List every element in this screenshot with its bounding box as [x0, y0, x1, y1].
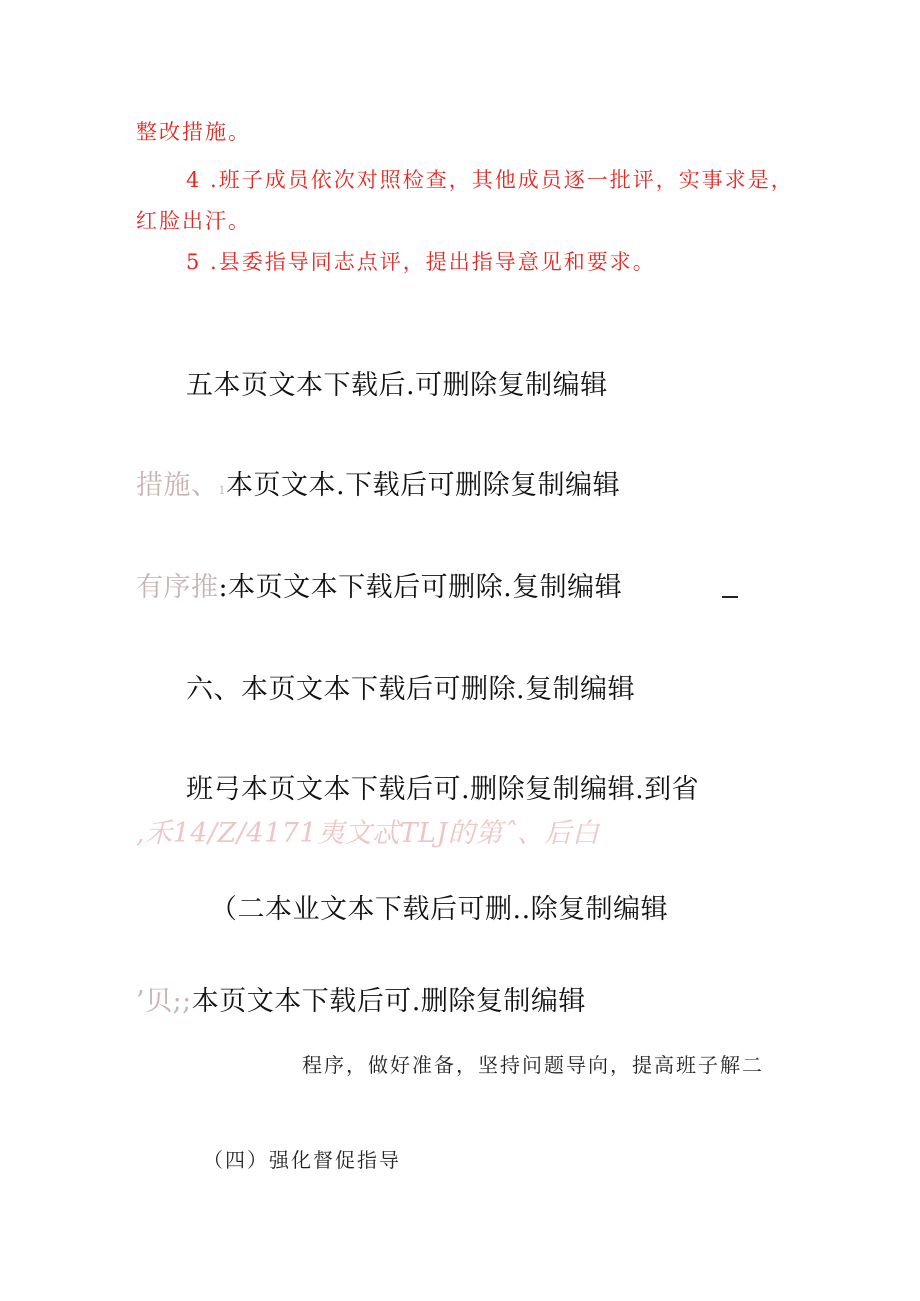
red-line-rectification: 整改措施。 — [136, 120, 251, 144]
paragraph-text: :本页文本下载后可删除.复制编辑 — [218, 572, 623, 603]
paragraph-orderly — [136, 574, 622, 601]
red-line-item-4: 4 .班子成员依次对照检查，其他成员逐一批评，实事求是， — [186, 168, 794, 192]
paragraph-two: （二本业文本下载后可删..除复制编辑 — [210, 894, 669, 925]
section-heading-four: （四）强化督促指导 — [203, 1148, 401, 1172]
paragraph-five: 五本页文本下载后.可删除复制编辑 — [186, 370, 608, 401]
faint-text: 措施、 — [136, 470, 219, 501]
paragraph-text: 本页文本.下载后可删除复制编辑 — [226, 470, 621, 501]
paragraph-measures — [136, 472, 620, 499]
paragraph-procedure: 程序，做好准备，坚持问题导向，提高班子解二 — [302, 1053, 764, 1077]
underscore-mark — [722, 596, 738, 598]
faint-garbled-line: ,禾14/Z/4171夷文忒TLJ的第ˆ、后白 — [136, 818, 600, 849]
faint-tiny-text: 1 — [218, 484, 226, 497]
paragraph-team: 班弓本页文本下载后可.删除复制编辑.到省 — [186, 774, 700, 805]
paragraph-text: 本页文本下载后可.删除复制编辑 — [191, 986, 586, 1017]
paragraph-page — [136, 988, 586, 1015]
red-line-item-5: 5 .县委指导同志点评，提出指导意见和要求。 — [186, 250, 656, 274]
red-line-item-4-cont: 红脸出汗。 — [136, 209, 251, 233]
faint-text: ’贝;; — [136, 986, 192, 1017]
paragraph-six: 六、本页文本下载后可删除.复制编辑 — [186, 674, 636, 705]
faint-text: 有序推 — [136, 572, 219, 603]
